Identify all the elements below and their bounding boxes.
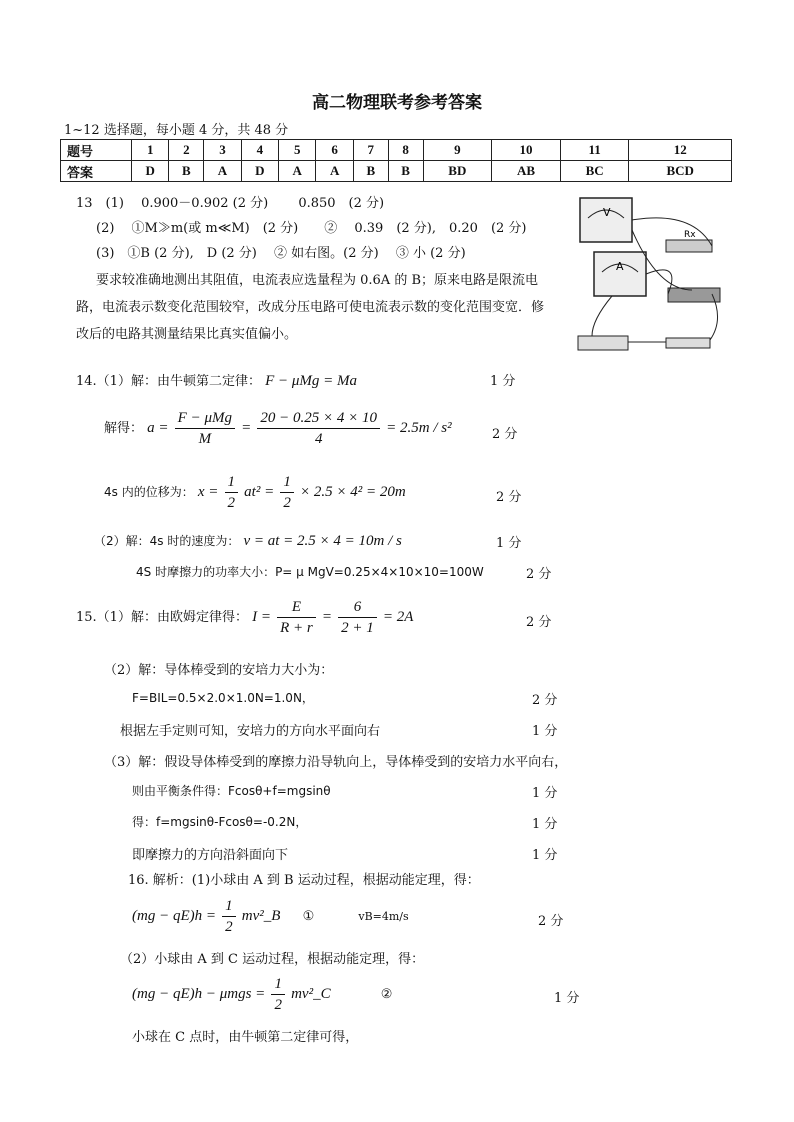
q14-p5-score: 2 分 — [526, 567, 552, 582]
resistor-label: Rx — [684, 230, 696, 240]
q15-p7-score: 1 分 — [532, 848, 558, 863]
table-cell: BD — [423, 161, 492, 182]
q16-p2-rhs: mv²_B — [241, 908, 281, 924]
denominator: 2 — [225, 919, 233, 935]
q16-p2-lhs: (mg − qE)h = — [132, 908, 216, 924]
table-cell: 3 — [204, 140, 241, 161]
table-cell: 10 — [492, 140, 561, 161]
voltmeter-label: V — [603, 206, 611, 219]
table-cell: 11 — [560, 140, 629, 161]
q14-half-1 — [225, 472, 239, 513]
q14-fraction-1 — [175, 408, 235, 449]
page-title: 高二物理联考参考答案 — [312, 93, 482, 113]
denominator: 4 — [314, 431, 323, 447]
q14-p3-rhs: × 2.5 × 4² = 20m — [299, 484, 406, 500]
q15-p5-score: 1 分 — [532, 786, 558, 801]
q14-p3-lhs: x = — [197, 484, 219, 500]
q14-p2-rhs: = 2.5m / s² — [386, 420, 452, 436]
q13-line1: 13 (1) 0.900－0.902 (2 分) 0.850 (2 分) — [76, 196, 385, 211]
table-cell: B — [169, 161, 204, 182]
numerator: 1 — [222, 896, 236, 917]
numerator: 6 — [338, 597, 377, 618]
row-header: 题号 — [61, 140, 132, 161]
q14-p2-lhs: a = — [147, 420, 169, 436]
numerator: 1 — [280, 472, 294, 493]
table-cell: D — [132, 161, 169, 182]
q14-p1-score: 1 分 — [490, 374, 516, 389]
q15-p2-label: （2）解：导体棒受到的安培力大小为： — [104, 663, 334, 678]
table-cell: 5 — [279, 140, 316, 161]
q14-p2-label: 解得： — [104, 421, 144, 436]
q15-fraction-2 — [338, 597, 377, 638]
resistor — [666, 240, 712, 252]
q15-p1-rhs: = 2A — [382, 609, 414, 625]
table-row-numbers — [61, 140, 732, 161]
table-cell: B — [388, 161, 423, 182]
q14-p3-score: 2 分 — [496, 490, 522, 505]
table-cell: AB — [492, 161, 561, 182]
q13-line3: (3) ①B (2 分), D (2 分) ② 如右图。(2 分) ③ 小 (2 分) — [96, 246, 466, 261]
table-row-answers — [61, 161, 732, 182]
denominator: M — [198, 431, 212, 447]
numerator: 1 — [271, 974, 285, 995]
table-cell: 2 — [169, 140, 204, 161]
q14-p1-label: 14.（1）解：由牛顿第二定律： — [76, 374, 261, 389]
q15-p2-score: 2 分 — [532, 693, 558, 708]
q14-p1 — [76, 370, 357, 390]
q16-p4-score: 1 分 — [554, 991, 580, 1006]
q15-p6-score: 1 分 — [532, 817, 558, 832]
table-cell: 7 — [353, 140, 388, 161]
q16-p5: 小球在 C 点时，由牛顿第二定律可得， — [132, 1030, 359, 1045]
table-cell: 1 — [132, 140, 169, 161]
q13-explanation: 要求较准确地测出其阻值，电流表应选量程为 0.6A 的 B；原来电路是限流电路，电流表示数变化范围较窄，改成分压电路可使电流表示数的变化范围变宽．修改后的电路其测量结果比真实值偏小。 — [76, 273, 545, 342]
q14-p4-score: 1 分 — [496, 536, 522, 551]
battery — [578, 336, 628, 350]
q15-p3-score: 1 分 — [532, 724, 558, 739]
q15-p7: 即摩擦力的方向沿斜面向下 — [132, 848, 289, 863]
table-cell: 9 — [423, 140, 492, 161]
q14-p4 — [94, 532, 402, 550]
q14-half-2 — [280, 472, 294, 513]
q16-p2-score: 2 分 — [538, 914, 564, 929]
q16-p2-mark: ① — [302, 909, 315, 924]
q15-p1-lhs: I = — [252, 609, 271, 625]
numerator: 1 — [225, 472, 239, 493]
q15-p2-eq: F=BIL=0.5×2.0×1.0N=1.0N， — [132, 691, 314, 705]
q16-p4 — [132, 974, 392, 1015]
ammeter-body — [594, 252, 646, 296]
table-cell: A — [316, 161, 353, 182]
q14-p4-eq: v = at = 2.5 × 4 = 10m / s — [243, 533, 402, 549]
answer-table — [60, 139, 732, 182]
q15-p1-label: 15.（1）解：由欧姆定律得： — [76, 610, 248, 625]
q14-p2: 解得： a = $\frac{\text{F − μMg}}{M}$ = $\frac{20 - 0.25 \times 4 \times 10}{4}$ = 2.5m / s² — [104, 410, 452, 447]
q15-p6: 得：f=mgsinθ-Fcosθ=-0.2N， — [132, 815, 308, 829]
numerator: E — [277, 597, 316, 618]
voltmeter-body — [580, 198, 632, 242]
q15-p1-score: 2 分 — [526, 615, 552, 630]
denominator: 2 — [227, 495, 236, 511]
table-cell: 6 — [316, 140, 353, 161]
q16-p4-rhs: mv²_C — [291, 986, 331, 1002]
table-cell: B — [353, 161, 388, 182]
table-cell: BC — [560, 161, 629, 182]
table-cell: 8 — [388, 140, 423, 161]
table-cell: D — [241, 161, 278, 182]
q15-p1: 15.（1）解：由欧姆定律得： I = $\frac{E}{R + r}$ = $\frac{6}{2 + 1}$ = 2A — [76, 599, 414, 636]
table-cell: A — [204, 161, 241, 182]
numerator: F − μMg — [175, 408, 235, 429]
q16-p3: （2）小球由 A 到 C 运动过程，根据动能定理，得： — [120, 952, 425, 967]
row-header: 答案 — [61, 161, 132, 182]
q16-p4-lhs: (mg − qE)h − μmgs = — [132, 986, 266, 1002]
q16-p2-value: vB=4m/s — [358, 910, 409, 923]
denominator: 2 + 1 — [341, 620, 374, 636]
q14-p2-score: 2 分 — [492, 427, 518, 442]
q16-half-1 — [222, 896, 236, 937]
table-cell: 12 — [629, 140, 732, 161]
q15-p3: 根据左手定则可知，安培力的方向水平面向右 — [120, 724, 381, 739]
q16-half-2 — [271, 974, 285, 1015]
denominator: R + r — [280, 620, 313, 636]
denominator: 2 — [274, 997, 282, 1013]
numerator: 20 − 0.25 × 4 × 10 — [257, 408, 380, 429]
mc-note: 1~12 选择题，每小题 4 分，共 48 分 — [64, 123, 289, 138]
table-cell: 4 — [241, 140, 278, 161]
denominator: 2 — [283, 495, 291, 511]
q14-p4-label: （2）解：4s 时的速度为： — [94, 534, 240, 548]
table-cell: BCD — [629, 161, 732, 182]
ammeter-label: A — [616, 260, 624, 273]
switch — [666, 338, 710, 348]
table-cell: A — [279, 161, 316, 182]
q14-p3-label: 4s 内的位移为： — [104, 485, 194, 499]
q15-p4: （3）解：假设导体棒受到的摩擦力沿导轨向上，导体棒受到的安培力水平向右， — [104, 755, 568, 770]
circuit-figure — [572, 190, 730, 360]
q15-p5: 则由平衡条件得：Fcosθ+f=mgsinθ — [132, 784, 331, 798]
q14-p3 — [104, 472, 406, 513]
q15-fraction-1 — [277, 597, 316, 638]
q14-p3-mid: at² = — [244, 484, 275, 500]
q16-p2 — [132, 896, 409, 937]
q14-fraction-2 — [257, 408, 380, 449]
q14-p1-eq: F − μMg = Ma — [265, 373, 358, 389]
q16-p4-mark: ② — [380, 987, 393, 1002]
q13-line2: (2) ①M≫m(或 m≪M) (2 分) ② 0.39 (2 分), 0.20 (2 分) — [96, 221, 527, 236]
q16-p1: 16. 解析：(1)小球由 A 到 B 运动过程，根据动能定理，得： — [128, 873, 480, 888]
q14-p5: 4S 时摩擦力的功率大小：P= μ MgV=0.25×4×10×10=100W — [136, 565, 484, 579]
